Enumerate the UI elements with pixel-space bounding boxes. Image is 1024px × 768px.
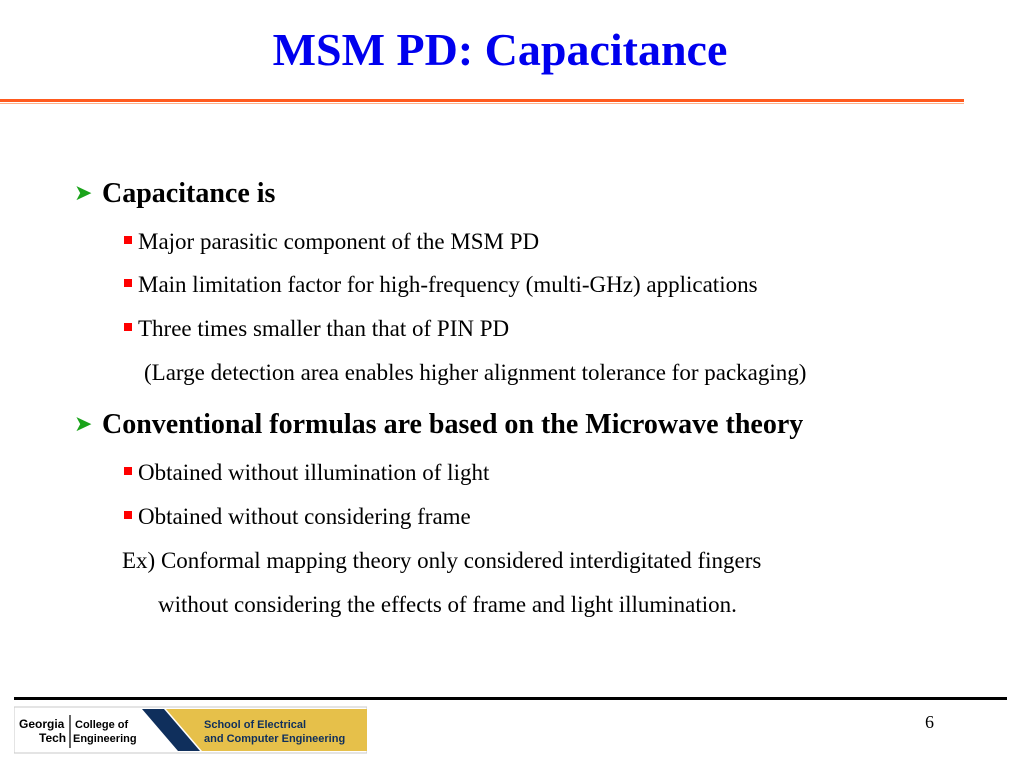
packaging-note: (Large detection area enables higher alignment tolerance for packaging) (144, 360, 807, 385)
logo-school-line1: School of Electrical (204, 719, 307, 731)
logo-tech: Tech (39, 731, 67, 745)
page-number: 6 (925, 712, 934, 732)
logo-georgia: Georgia (19, 717, 65, 731)
logo-engineering: Engineering (73, 733, 137, 745)
list-item: Obtained without considering frame (124, 503, 471, 531)
example-line-1: Ex) Conformal mapping theory only considered interdigitated fingers (122, 548, 762, 573)
square-bullet-icon (124, 236, 132, 244)
square-bullet-icon (124, 467, 132, 475)
bullet-label: Capacitance is (102, 178, 276, 209)
bullet-label: Conventional formulas are based on the Microwave theory (102, 409, 804, 440)
list-item: Main limitation factor for high-frequency (multi-GHz) applications (124, 271, 758, 299)
title-divider-shadow (0, 103, 964, 104)
list-item: Major parasitic component of the MSM PD (124, 228, 539, 256)
bullet-capacitance (74, 176, 275, 211)
georgia-tech-ece-logo (14, 706, 367, 754)
bullet-conventional-formulas (74, 407, 803, 442)
square-bullet-icon (124, 279, 132, 287)
logo-college-of: College of (75, 719, 129, 731)
square-bullet-icon (124, 511, 132, 519)
list-item: Obtained without illumination of light (124, 459, 489, 487)
arrow-bullet-icon: ➤ (74, 180, 93, 205)
logo-school-line2: and Computer Engineering (204, 733, 346, 745)
slide-title: MSM PD: Capacitance (272, 24, 728, 75)
title-divider (0, 99, 964, 102)
arrow-bullet-icon: ➤ (74, 411, 93, 436)
list-item: Three times smaller than that of PIN PD (124, 315, 509, 343)
example-line-2: without considering the effects of frame and light illumination. (158, 592, 737, 617)
square-bullet-icon (124, 323, 132, 331)
footer-divider (14, 697, 1007, 700)
